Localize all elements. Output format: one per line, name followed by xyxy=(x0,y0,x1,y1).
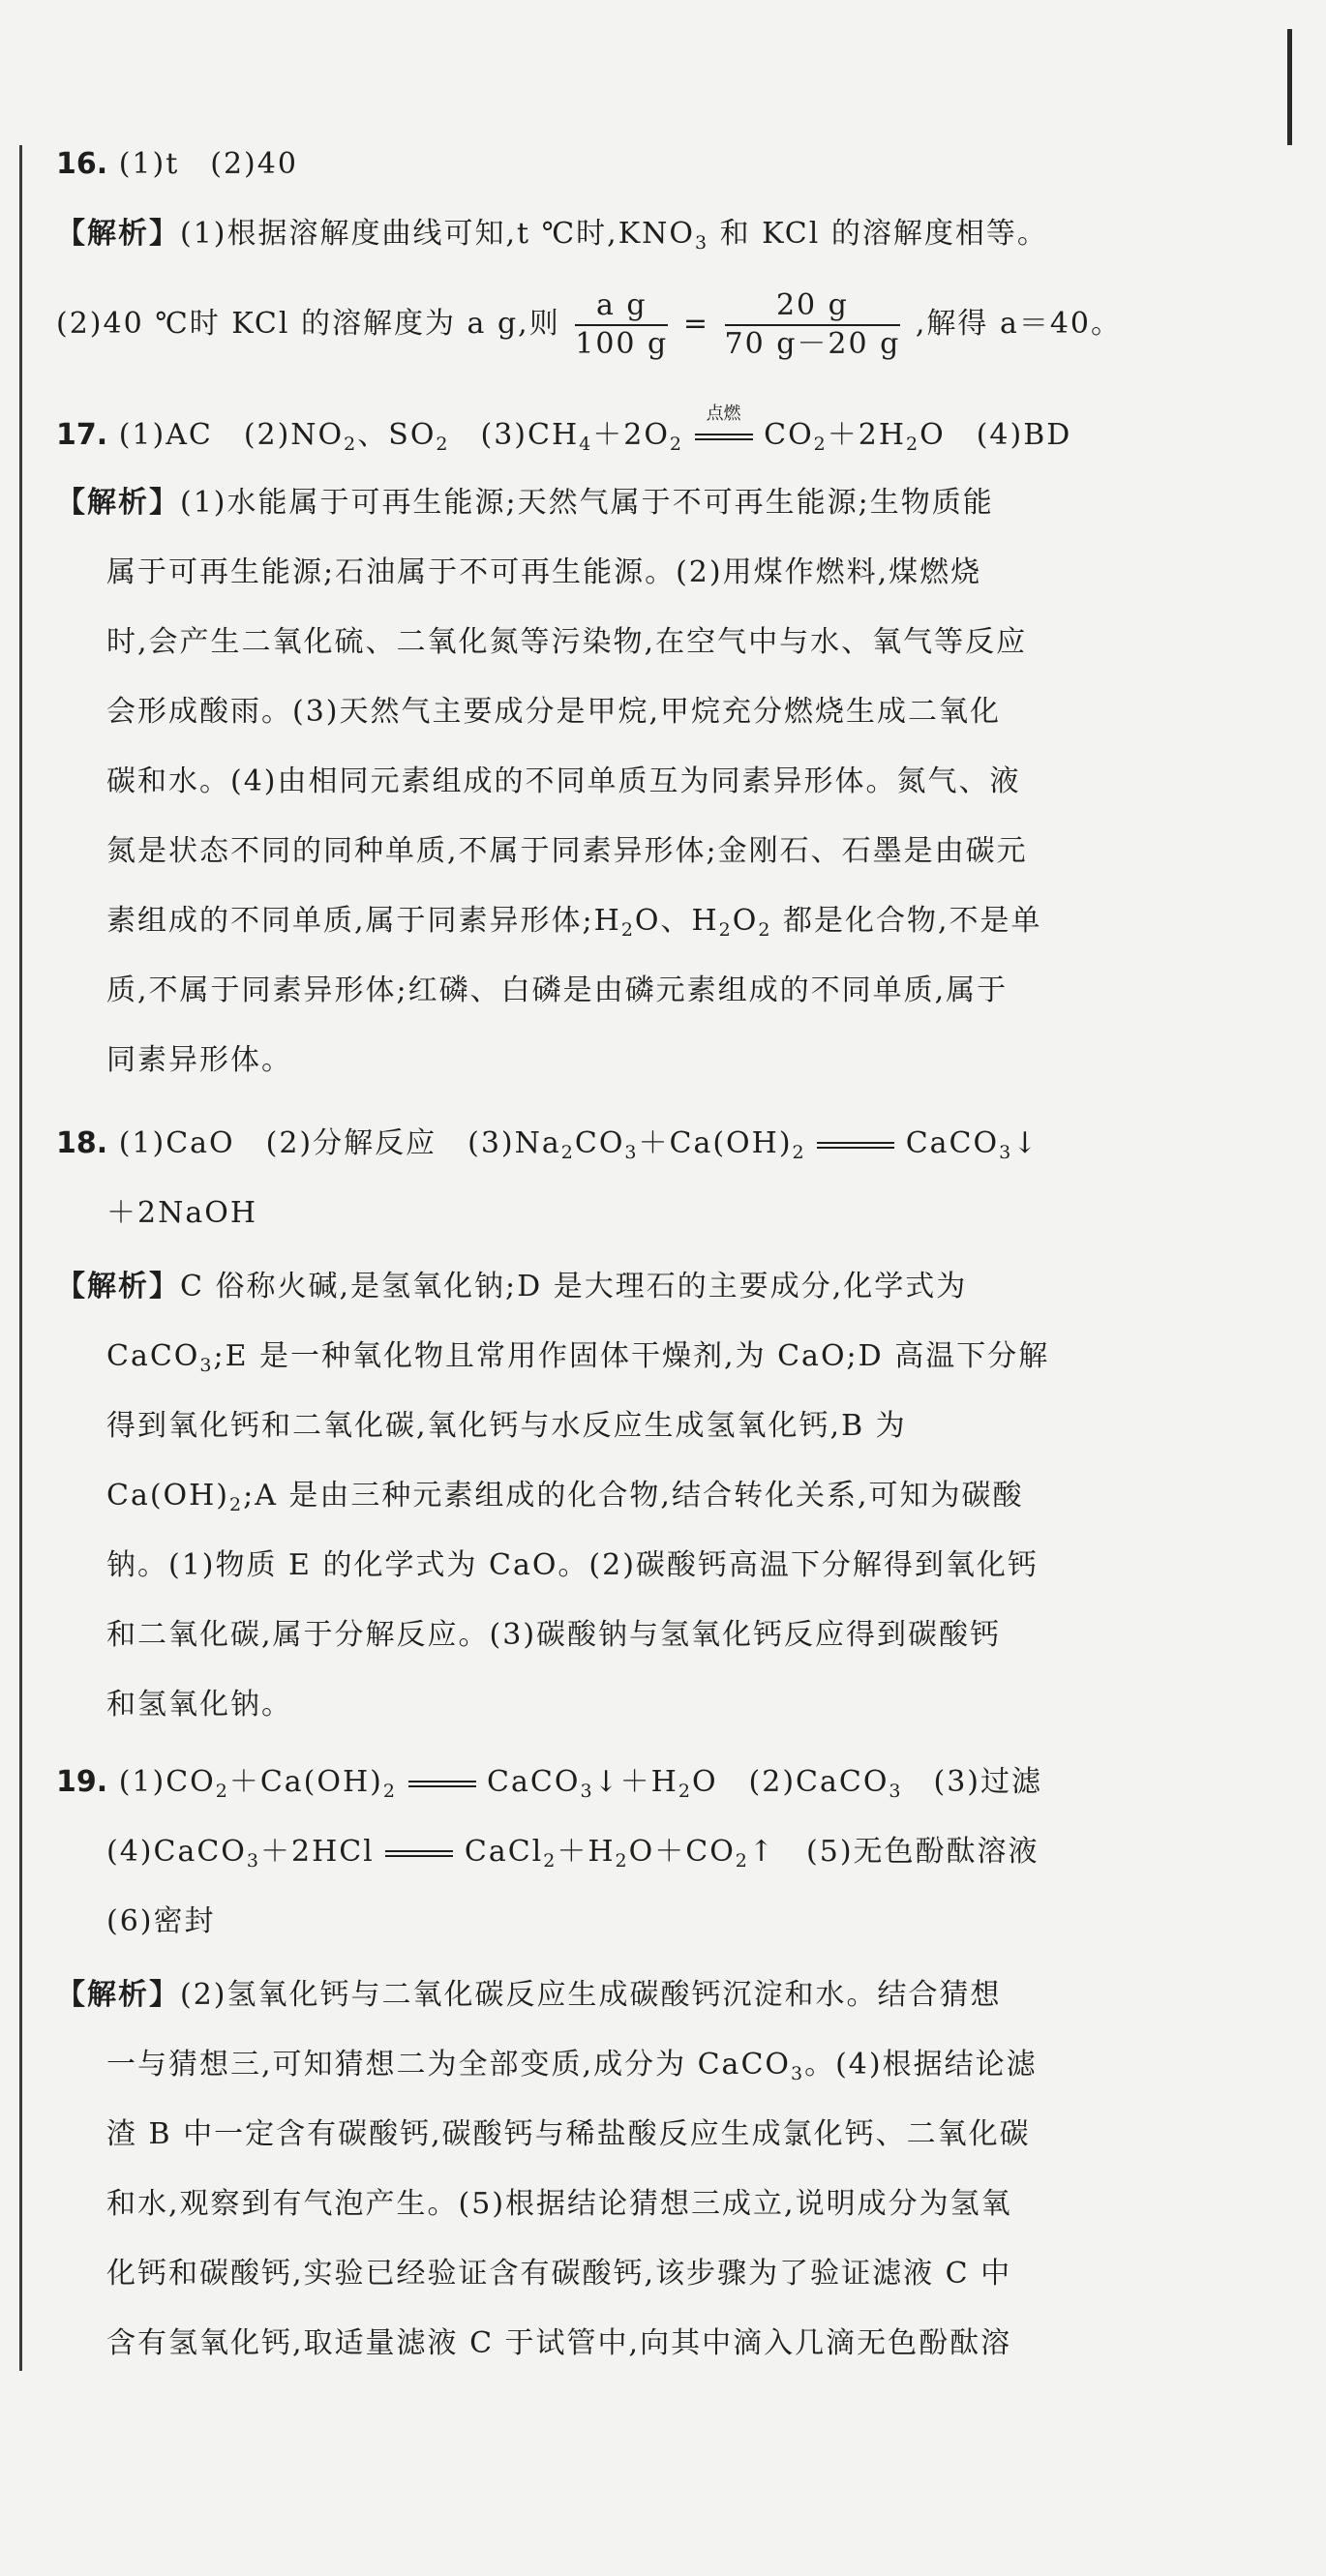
answer-text: O (2)CaCO xyxy=(691,1765,889,1799)
fraction-numerator: a g xyxy=(575,287,668,326)
subscript: 2 xyxy=(620,919,635,941)
subscript: 3 xyxy=(694,232,709,254)
subscript: 2 xyxy=(543,1850,558,1872)
answer-line: (6)密封 xyxy=(106,1904,216,1938)
answer-line: ＋2NaOH xyxy=(106,1196,257,1230)
subscript: 2 xyxy=(678,1781,692,1802)
subscript: 3 xyxy=(999,1142,1013,1163)
answer-text: CaCl xyxy=(464,1835,544,1869)
explanation-text: 都是化合物,不是单 xyxy=(771,904,1042,938)
answer-text: CO xyxy=(764,418,814,452)
q16-answer: (1)t (2)40 xyxy=(118,147,298,181)
fraction-denominator: 70 g－20 g xyxy=(724,327,901,361)
q18-explanation-line xyxy=(56,1268,1268,1306)
explanation-line: 和水,观察到有气泡产生。(5)根据结论猜想三成立,说明成分为氢氧 xyxy=(106,2187,1012,2221)
explanation-line: 碳和水。(4)由相同元素组成的不同单质互为同素异形体。氮气、液 xyxy=(106,764,1021,798)
q16-answer-line xyxy=(56,145,1268,184)
subscript: 2 xyxy=(344,434,358,455)
explanation-line: 氮是状态不同的同种单质,不属于同素异形体;金刚石、石墨是由碳元 xyxy=(106,834,1028,868)
explanation-text: C 俗称火碱,是氢氧化钠;D 是大理石的主要成分,化学式为 xyxy=(180,1270,968,1303)
answer-text: CaCO xyxy=(487,1765,581,1799)
explanation-text: ,解得 a＝40。 xyxy=(915,307,1123,341)
explanation-line: 时,会产生二氧化硫、二氧化氮等污染物,在空气中与水、氧气等反应 xyxy=(106,625,1028,659)
q16-fraction-line xyxy=(56,285,1268,363)
explanation-text: 一与猜想三,可知猜想二为全部变质,成分为 CaCO xyxy=(106,2048,791,2082)
subscript: 3 xyxy=(889,1781,903,1802)
answer-text: 、SO xyxy=(357,418,437,452)
subscript: 2 xyxy=(718,919,733,941)
answer-text: ＋2HCl xyxy=(259,1835,375,1869)
answer-text: ＋H xyxy=(557,1835,616,1869)
answer-text: CaCO xyxy=(905,1126,1000,1160)
explanation-line: 和氢氧化钠。 xyxy=(106,1688,292,1722)
explanation-line: 钠。(1)物质 E 的化学式为 CaO。(2)碳酸钙高温下分解得到氧化钙 xyxy=(106,1548,1039,1582)
right-edge-mark xyxy=(1287,29,1292,145)
subscript: 2 xyxy=(229,1494,244,1515)
explanation-line xyxy=(106,2046,1268,2084)
fraction-denominator: 100 g xyxy=(575,327,669,361)
explanation-text: 。(4)根据结论滤 xyxy=(804,2048,1038,2082)
answer-text: ＋Ca(OH) xyxy=(638,1126,793,1160)
reaction-condition-arrow xyxy=(695,404,753,455)
condition-label: 点燃 xyxy=(706,404,741,424)
fraction-20-over-50 xyxy=(725,287,901,363)
q19-answer-line xyxy=(56,1763,1268,1802)
subscript: 2 xyxy=(792,1142,806,1163)
explanation-tag: 【解析】 xyxy=(56,1270,180,1303)
equals-sign: = xyxy=(682,307,709,341)
q19-number: 19. xyxy=(56,1765,108,1799)
subscript: 2 xyxy=(215,1781,229,1802)
explanation-line: 会形成酸雨。(3)天然气主要成分是甲烷,甲烷充分燃烧生成二氧化 xyxy=(106,695,1002,729)
fraction-a-over-100 xyxy=(575,287,668,363)
q17-answer-line xyxy=(56,404,1268,455)
explanation-line: 质,不属于同素异形体;红磷、白磷是由磷元素组成的不同单质,属于 xyxy=(106,973,1009,1007)
subscript: 2 xyxy=(813,434,828,455)
q18-number: 18. xyxy=(56,1126,108,1160)
explanation-line xyxy=(106,1477,1268,1515)
answer-text: (4)CaCO xyxy=(106,1835,247,1869)
double-line-sign xyxy=(817,1142,894,1149)
subscript: 2 xyxy=(436,434,450,455)
subscript: 2 xyxy=(560,1142,575,1163)
subscript: 3 xyxy=(199,1355,214,1376)
q16-number: 16. xyxy=(56,147,108,181)
explanation-tag: 【解析】 xyxy=(56,217,180,251)
q17-explanation-line xyxy=(56,484,1268,523)
explanation-text: (1)水能属于可再生能源;天然气属于不可再生能源;生物质能 xyxy=(180,486,994,520)
explanation-line: 属于可再生能源;石油属于不可再生能源。(2)用煤作燃料,煤燃烧 xyxy=(106,555,982,589)
explanation-text: O、H xyxy=(634,904,719,938)
explanation-text: ;E 是一种氧化物且常用作固体干燥剂,为 CaO;D 高温下分解 xyxy=(213,1339,1050,1373)
q18-answer-line xyxy=(56,1124,1268,1163)
subscript: 2 xyxy=(758,919,772,941)
double-line-sign xyxy=(695,434,753,440)
explanation-tag: 【解析】 xyxy=(56,486,180,520)
answer-text: ＋Ca(OH) xyxy=(228,1765,383,1799)
explanation-line: 同素异形体。 xyxy=(106,1043,292,1077)
explanation-line: 和二氧化碳,属于分解反应。(3)碳酸钠与氢氧化钙反应得到碳酸钙 xyxy=(106,1618,1002,1652)
subscript: 2 xyxy=(382,1781,397,1802)
answer-text: ↓＋H xyxy=(593,1765,678,1799)
q16-explanation-line xyxy=(56,215,1268,254)
explanation-text: 素组成的不同单质,属于同素异形体;H xyxy=(106,904,621,938)
answer-text: (3)过滤 xyxy=(902,1765,1043,1799)
explanation-line: 含有氢氧化钙,取适量滤液 C 于试管中,向其中滴入几滴无色酚酞溶 xyxy=(106,2326,1012,2360)
explanation-line xyxy=(106,1337,1268,1376)
answer-text: (3)CH xyxy=(449,418,580,452)
precipitate-arrow: ↓ xyxy=(1012,1126,1040,1160)
subscript: 4 xyxy=(579,434,593,455)
answer-text: O＋CO xyxy=(628,1835,736,1869)
explanation-text: (2)40 ℃时 KCl 的溶解度为 a g,则 xyxy=(56,307,560,341)
explanation-line: 化钙和碳酸钙,实验已经验证含有碳酸钙,该步骤为了验证滤液 C 中 xyxy=(106,2257,1012,2291)
answer-text: ↑ (5)无色酚酞溶液 xyxy=(748,1835,1040,1869)
double-line-sign xyxy=(408,1781,476,1787)
explanation-text: Ca(OH) xyxy=(106,1479,230,1513)
answer-text: CO xyxy=(574,1126,625,1160)
explanation-line: 渣 B 中一定含有碳酸钙,碳酸钙与稀盐酸反应生成氯化钙、二氧化碳 xyxy=(106,2117,1031,2151)
subscript: 2 xyxy=(735,1850,749,1872)
explanation-tag: 【解析】 xyxy=(56,1978,180,2012)
explanation-text: CaCO xyxy=(106,1339,200,1373)
subscript: 3 xyxy=(791,2063,805,2084)
answer-text: (1)CO xyxy=(118,1765,216,1799)
subscript: 3 xyxy=(580,1781,594,1802)
explanation-text: (2)氢氧化钙与二氧化碳反应生成碳酸钙沉淀和水。结合猜想 xyxy=(180,1978,1002,2012)
answer-text: ＋2H xyxy=(827,418,907,452)
explanation-text: O xyxy=(732,904,759,938)
answer-text: O (4)BD xyxy=(919,418,1072,452)
subscript: 2 xyxy=(615,1850,629,1872)
double-line-sign xyxy=(385,1850,453,1857)
q17-number: 17. xyxy=(56,418,108,452)
answer-text: (1)AC (2)NO xyxy=(118,418,345,452)
fraction-numerator: 20 g xyxy=(725,287,901,326)
answer-line xyxy=(106,1833,1268,1872)
explanation-text: ;A 是由三种元素组成的化合物,结合转化关系,可知为碳酸 xyxy=(243,1479,1024,1513)
explanation-line xyxy=(106,902,1268,941)
subscript: 2 xyxy=(669,434,684,455)
q19-explanation-line xyxy=(56,1976,1268,2015)
subscript: 3 xyxy=(246,1850,260,1872)
subscript: 3 xyxy=(624,1142,639,1163)
explanation-line: 得到氧化钙和二氧化碳,氧化钙与水反应生成氢氧化钙,B 为 xyxy=(106,1409,907,1443)
answer-text: ＋2O xyxy=(592,418,670,452)
subscript: 2 xyxy=(906,434,920,455)
explanation-text: (1)根据溶解度曲线可知,t ℃时,KNO xyxy=(180,217,695,251)
answer-text: (1)CaO (2)分解反应 (3)Na xyxy=(118,1126,561,1160)
explanation-text: 和 KCl 的溶解度相等。 xyxy=(708,217,1048,251)
left-margin-rule xyxy=(19,145,22,2371)
